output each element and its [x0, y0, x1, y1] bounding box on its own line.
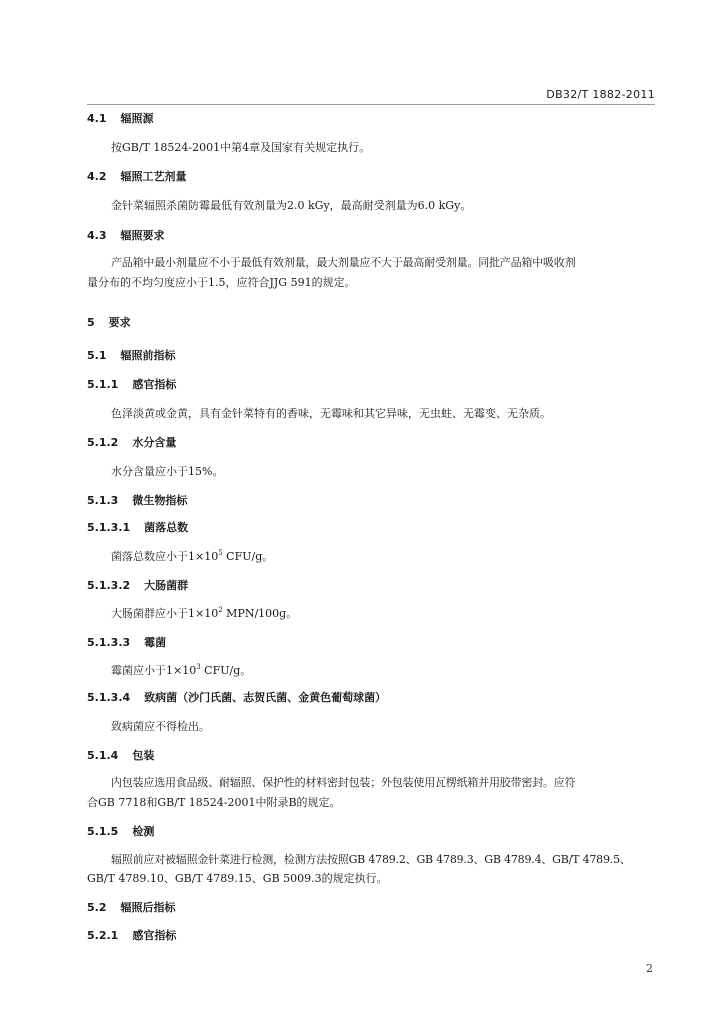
paragraph-4-1: 按GB/T 18524-2001中第4章及国家有关规定执行。 [111, 141, 371, 154]
paragraph-5-1-2: 水分含量应小于15%。 [111, 465, 224, 478]
exponent: 3 [196, 663, 201, 671]
page-number: 2 [646, 962, 653, 975]
section-number: 5.1.4 [87, 749, 119, 762]
header-rule [87, 104, 655, 105]
section-title: 辐照前指标 [120, 349, 176, 362]
section-title: 辐照后指标 [120, 901, 176, 914]
paragraph-4-2: 金针菜辐照杀菌防霉最低有效剂量为2.0 kGy，最高耐受剂量为6.0 kGy。 [111, 199, 472, 212]
section-number: 5.1.3.1 [87, 521, 131, 534]
section-number: 5.1.5 [87, 825, 119, 838]
heading-5-2-1 [87, 929, 176, 943]
heading-4-3 [87, 229, 165, 243]
exponent: 5 [218, 549, 223, 557]
heading-5-1-3 [87, 494, 187, 508]
section-number: 5.1 [87, 349, 107, 362]
section-title: 感官指标 [132, 929, 177, 942]
text-suffix: CFU/g。 [200, 664, 252, 677]
paragraph-5-1-4-line-1: 内包装应选用食品级、耐辐照、保护性的材料密封包装；外包装使用瓦楞纸箱并用胶带密封。应符 [111, 776, 576, 789]
section-number: 5.2.1 [87, 929, 119, 942]
section-number: 5.2 [87, 901, 107, 914]
section-title: 水分含量 [132, 436, 177, 449]
section-title: 感官指标 [132, 378, 177, 391]
text-prefix: 菌落总数应小于1×10 [111, 550, 219, 563]
text-prefix: 霉菌应小于1×10 [111, 664, 197, 677]
section-title: 要求 [108, 316, 131, 329]
section-number: 5.1.3.3 [87, 636, 131, 649]
heading-5-1-2 [87, 436, 176, 450]
paragraph-5-1-3-1 [111, 550, 273, 564]
heading-5 [87, 316, 131, 330]
heading-5-1-3-3 [87, 636, 166, 650]
paragraph-5-1-3-3 [111, 664, 251, 678]
heading-4-2 [87, 170, 187, 184]
paragraph-5-1-1: 色泽淡黄或金黄，具有金针菜特有的香味，无霉味和其它异味，无虫蛀、无霉变、无杂质。 [111, 407, 551, 420]
paragraph-5-1-5-line-2: GB/T 4789.10、GB/T 4789.15、GB 5009.3的规定执行。 [87, 872, 388, 885]
section-number: 5.1.2 [87, 436, 119, 449]
section-number: 5 [87, 316, 95, 329]
section-title: 大肠菌群 [144, 579, 189, 592]
section-title: 包装 [132, 749, 155, 762]
text-prefix: 大肠菌群应小于1×10 [111, 607, 219, 620]
heading-5-1 [87, 349, 176, 363]
section-number: 5.1.1 [87, 378, 119, 391]
heading-5-1-3-2 [87, 579, 188, 593]
section-title: 霉菌 [144, 636, 167, 649]
text-suffix: CFU/g。 [222, 550, 274, 563]
section-title: 辐照要求 [120, 229, 165, 242]
standard-code: DB32/T 1882-2011 [546, 88, 655, 101]
paragraph-4-3-line-2: 量分布的不均匀度应小于1.5，应符合JJG 591的规定。 [87, 276, 356, 289]
section-title: 辐照工艺剂量 [120, 170, 187, 183]
section-title: 致病菌（沙门氏菌、志贺氏菌、金黄色葡萄球菌） [144, 691, 387, 704]
heading-5-1-5 [87, 825, 154, 839]
text-suffix: MPN/100g。 [222, 607, 298, 620]
section-number: 5.1.3 [87, 494, 119, 507]
section-title: 辐照源 [120, 112, 154, 125]
heading-5-2 [87, 901, 176, 915]
heading-5-1-4 [87, 749, 154, 763]
paragraph-5-1-3-2 [111, 607, 297, 621]
section-number: 5.1.3.4 [87, 691, 131, 704]
heading-4-1 [87, 112, 154, 126]
heading-5-1-3-1 [87, 521, 188, 535]
exponent: 2 [218, 606, 223, 614]
paragraph-5-1-3-4: 致病菌应不得检出。 [111, 720, 210, 733]
section-title: 菌落总数 [144, 521, 189, 534]
heading-5-1-3-4 [87, 691, 386, 705]
paragraph-4-3-line-1: 产品箱中最小剂量应不小于最低有效剂量，最大剂量应不大于最高耐受剂量。同批产品箱中吸收剂 [111, 256, 576, 269]
section-number: 4.2 [87, 170, 107, 183]
section-title: 检测 [132, 825, 155, 838]
heading-5-1-1 [87, 378, 176, 392]
section-title: 微生物指标 [132, 494, 188, 507]
paragraph-5-1-4-line-2: 合GB 7718和GB/T 18524-2001中附录B的规定。 [87, 796, 341, 809]
section-number: 4.1 [87, 112, 107, 125]
section-number: 5.1.3.2 [87, 579, 131, 592]
section-number: 4.3 [87, 229, 107, 242]
paragraph-5-1-5-line-1: 辐照前应对被辐照金针菜进行检测，检测方法按照GB 4789.2、GB 4789.3、GB 4789.4、GB/T 4789.5、 [111, 853, 631, 866]
